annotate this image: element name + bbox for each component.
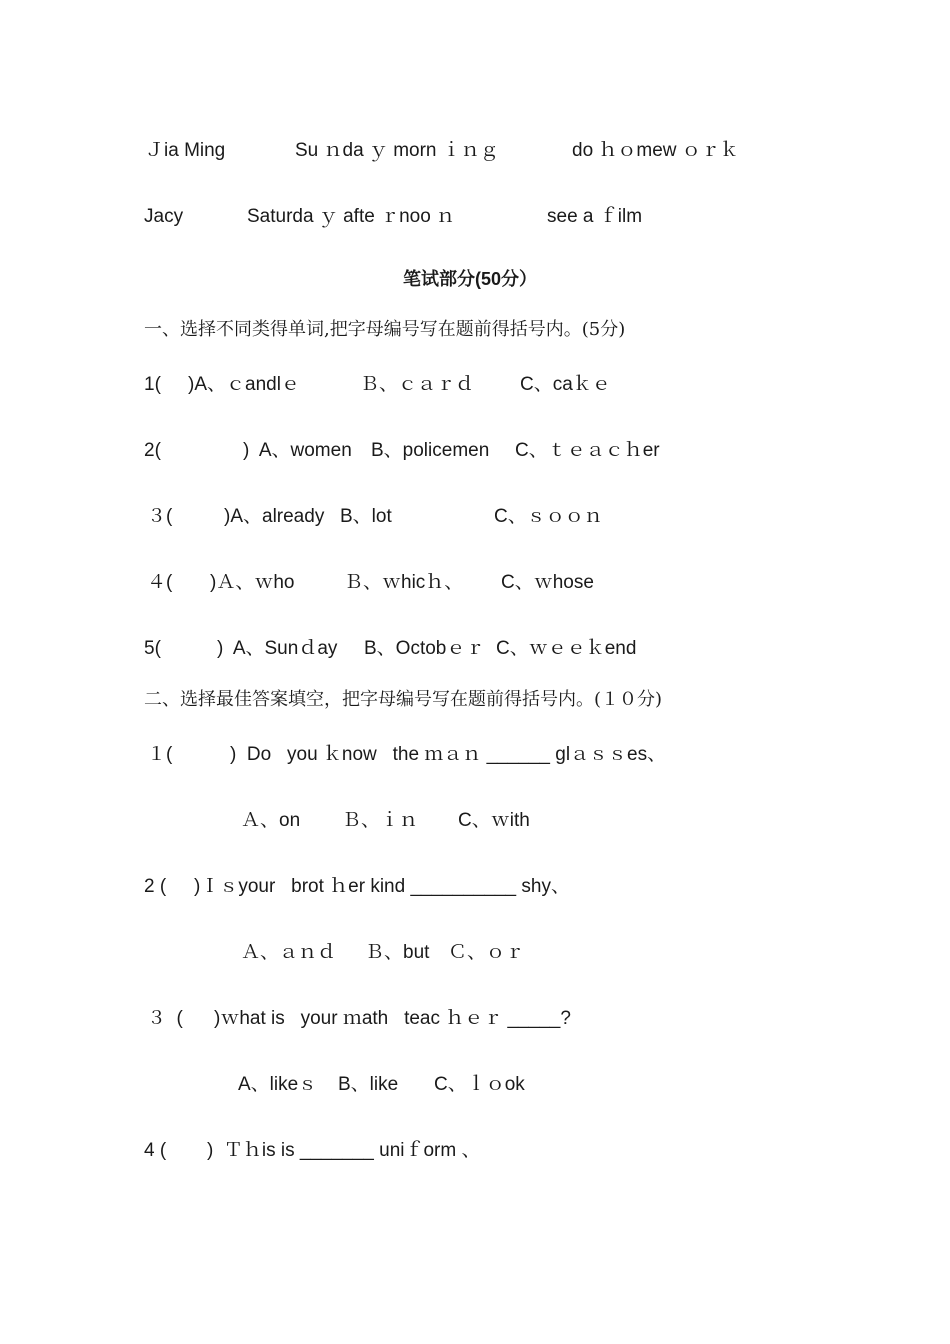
s2-q1-option-b: Ｂ、ｉｎ (342, 810, 419, 831)
s1-q2-option-a: ) A、women (243, 440, 352, 461)
s1-q3-num: ３( (147, 506, 173, 527)
s1-q5-option-b: B、Octobｅｒ (364, 638, 485, 659)
s1-q3-option-a: )A、already (224, 506, 325, 527)
s2-q1-num: １( (147, 744, 173, 765)
s1-q2-option-b: B、policemen (371, 440, 490, 461)
s2-q2-stem: )Ｉｓyour brot ｈer kind __________ shy、 (194, 876, 570, 897)
s2-q4-num: 4 ( (144, 1140, 167, 1161)
s2-q3-option-c: C、ｌｏok (434, 1074, 525, 1095)
s1-q1-option-b: Ｂ、ｃａｒｄ (360, 374, 475, 395)
s1-q4-option-b: Ｂ、ｗhicｈ、 (344, 572, 464, 593)
s1-q2-num: 2( (144, 440, 161, 461)
s1-q1-option-c: C、caｋｅ (520, 374, 611, 395)
s2-q3-option-a: A、likeｓ (238, 1074, 318, 1095)
s2-q1-option-c: C、ｗith (458, 810, 530, 831)
s1-q4-num: ４( (147, 572, 173, 593)
s1-q3-option-c: C、ｓｏｏｎ (494, 506, 603, 527)
s1-q4-option-c: C、ｗhose (501, 572, 594, 593)
s1-q1-option-a: )A、ｃandlｅ (188, 374, 300, 395)
s2-q3-option-b: B、like (338, 1074, 399, 1095)
s2-q3-num: ３ ( (147, 1008, 183, 1029)
s2-q2-option-c: Ｃ、ｏｒ (448, 942, 525, 963)
s1-q5-option-c: C、ｗｅｅｋend (496, 638, 637, 659)
row-time-2: Saturda ｙ afte ｒnoo ｎ (247, 206, 456, 227)
s1-q2-option-c: C、ｔｅａｃｈer (515, 440, 660, 461)
s2-q1-option-a: Ａ、on (241, 810, 301, 831)
s2-q2-num: 2 ( (144, 876, 167, 897)
section1-heading: 一、选择不同类得单词,把字母编号写在题前得括号内。(5分) (144, 319, 626, 340)
row-name-1: Ｊia Ming (145, 140, 226, 161)
s2-q2-option-a: Ａ、ａｎｄ (241, 942, 337, 963)
s2-q4-stem: ) Ｔｈis is _______ uniｆorm 、 (207, 1140, 481, 1161)
s1-q4-option-a: )Ａ、ｗho (210, 572, 295, 593)
s2-q1-stem: ) Do you ｋnow the ｍａｎ ______ glａｓｓes、 (230, 744, 667, 765)
row-time-1: Su ｎda ｙ morn ｉｎｇ (295, 140, 499, 161)
s1-q5-option-a: ) A、Sunｄay (217, 638, 338, 659)
s2-q2-option-b: Ｂ、but (365, 942, 430, 963)
s2-q3-stem: )ｗhat is your ｍath teac ｈｅｒ _____? (214, 1008, 571, 1029)
s1-q3-option-b: B、lot (340, 506, 392, 527)
s1-q1-num: 1( (144, 374, 161, 395)
row-activity-2: see a ｆilm (547, 206, 643, 227)
row-name-2: Jacy (144, 206, 184, 227)
section2-heading: 二、选择最佳答案填空，把字母编号写在题前得括号内。(１０分) (144, 689, 663, 710)
s1-q5-num: 5( (144, 638, 161, 659)
written-section-title: 笔试部分(50分） (403, 269, 538, 289)
row-activity-1: do ｈｏmew ｏｒｋ (572, 140, 739, 161)
